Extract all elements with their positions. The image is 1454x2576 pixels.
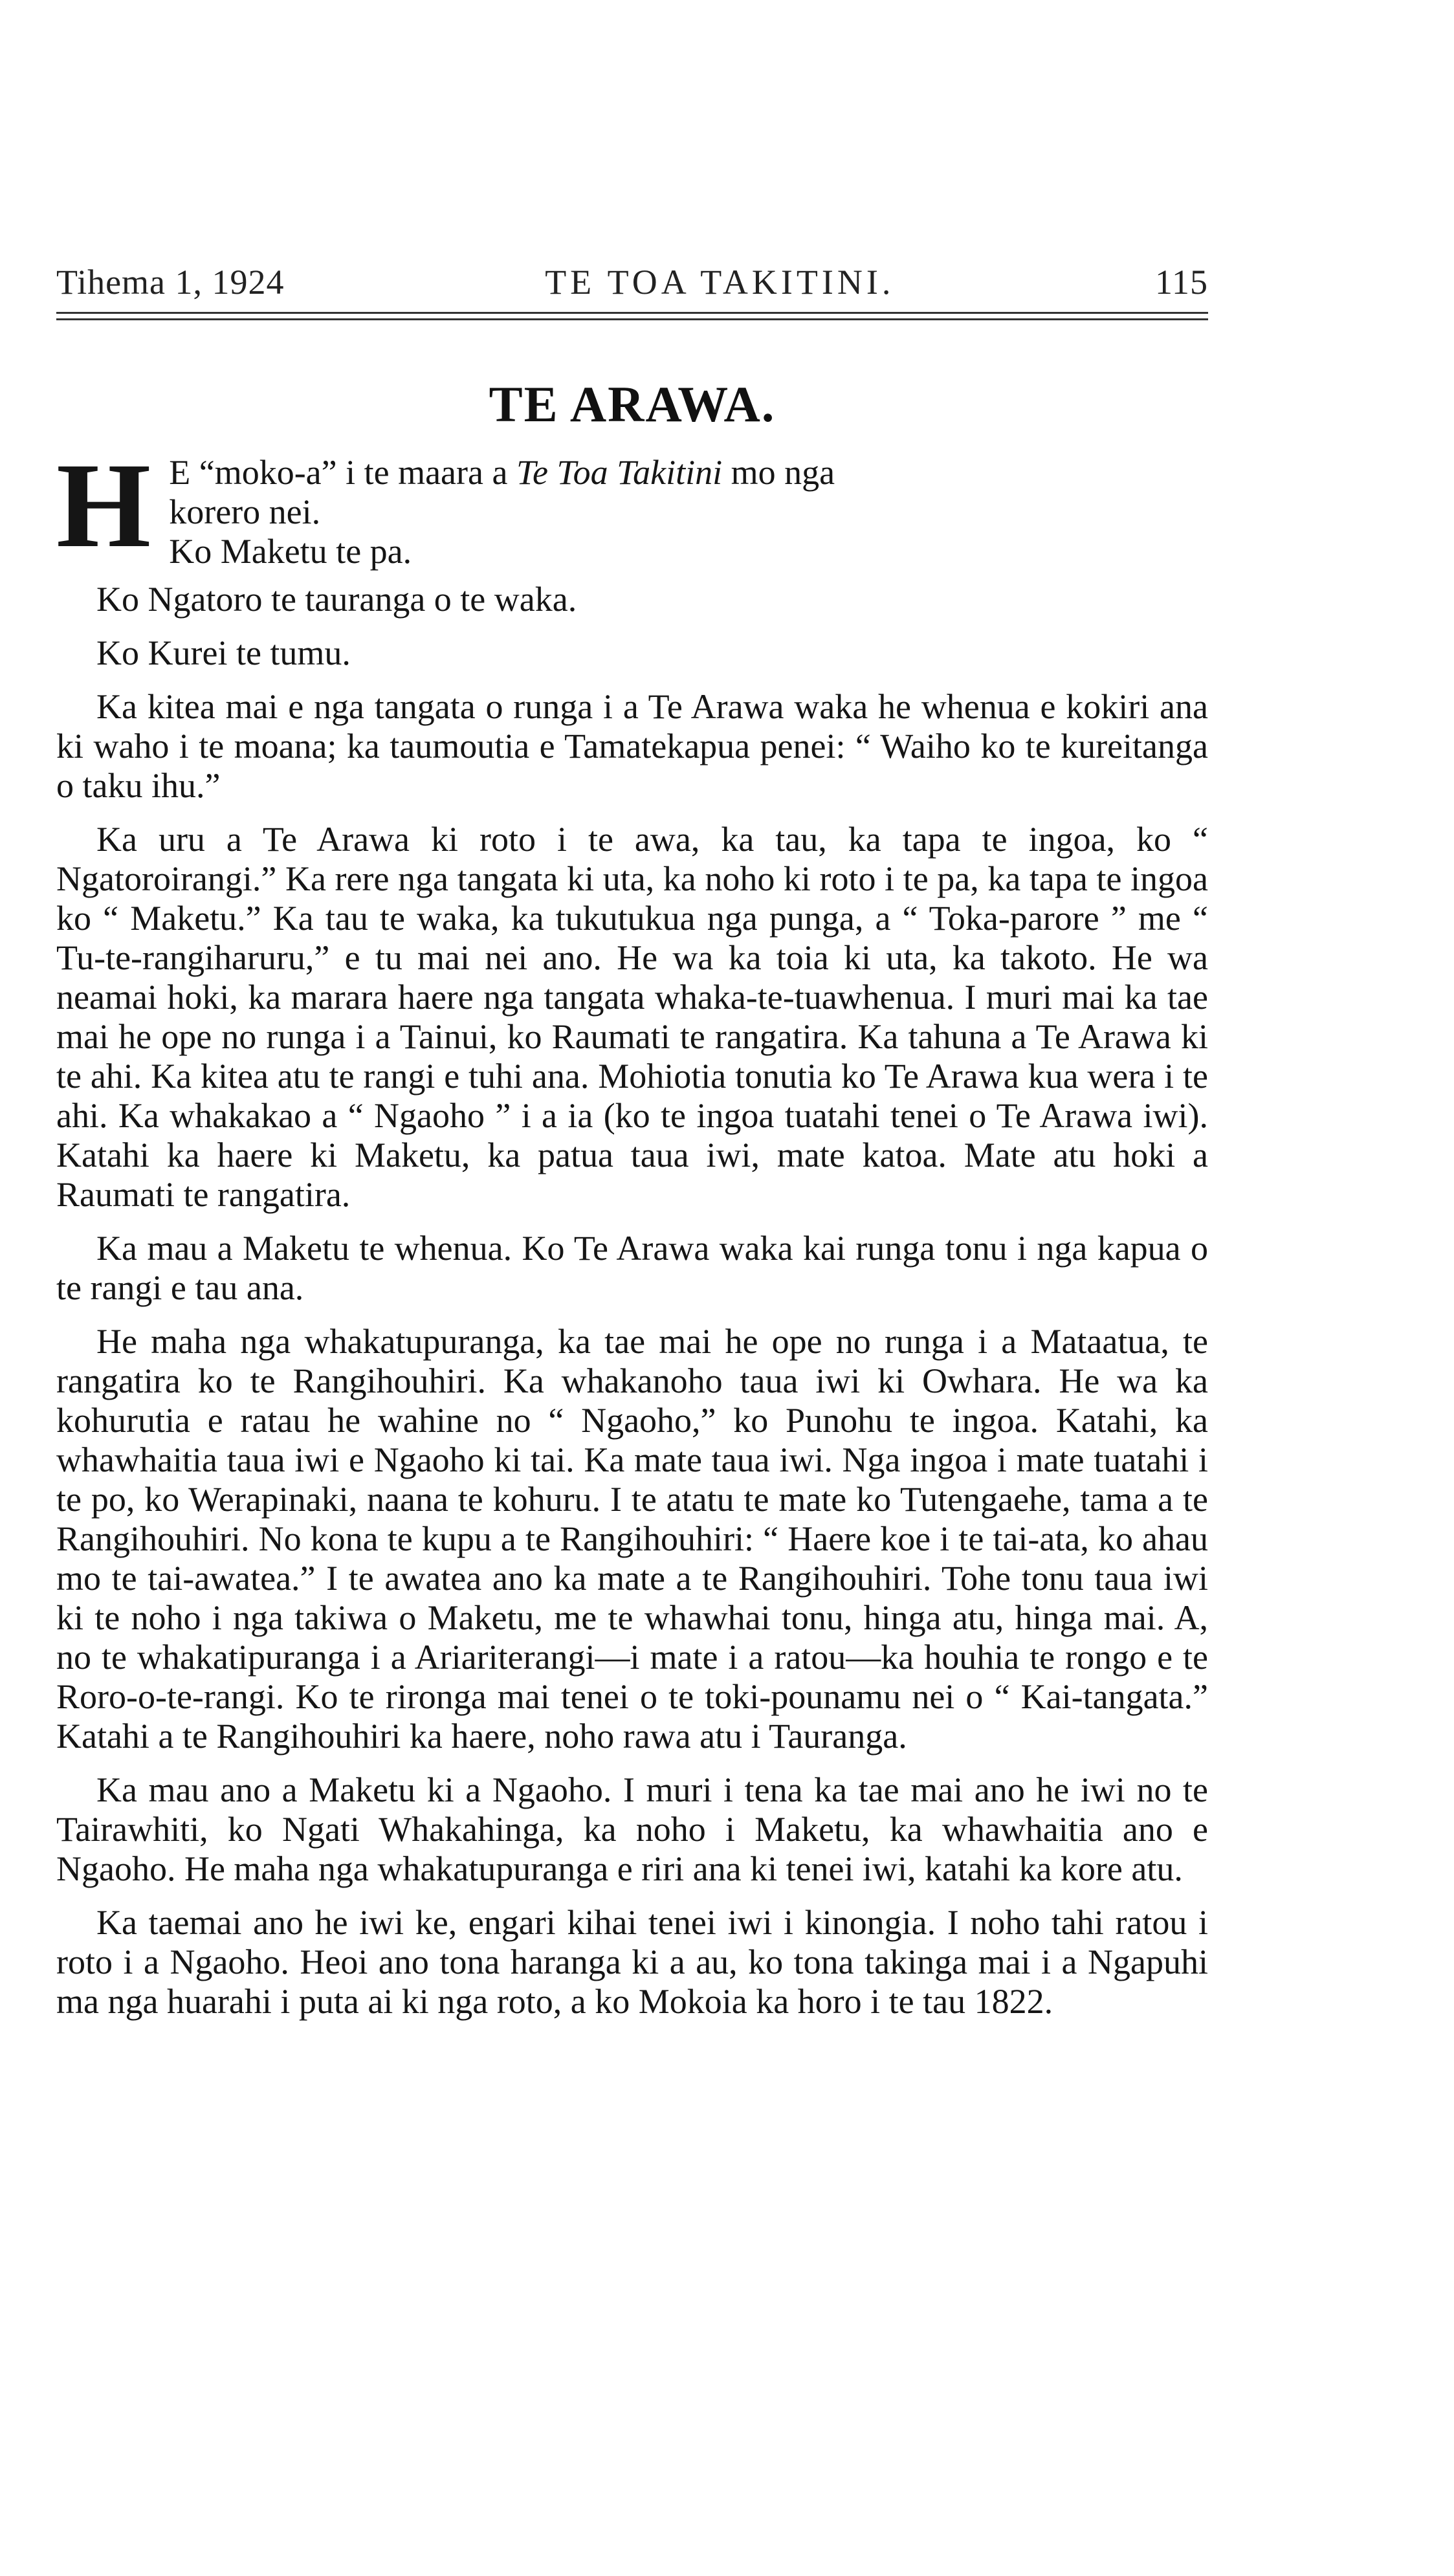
drop-cap: H xyxy=(56,437,151,573)
short-line-2: Ko Kurei te tumu. xyxy=(96,633,351,672)
header-rule-bottom xyxy=(56,318,1208,320)
paragraph-1: Ka kitea mai e nga tangata o runga i a Te Arawa waka he whenua e kokiri ana ki waho i te moana; ka taumoutia e Tamatekapua penei: “ Waiho ko te kureitanga o taku ihu.” xyxy=(56,687,1208,805)
article-body xyxy=(56,437,1208,2036)
intro-line-1 xyxy=(56,453,1208,492)
paragraph-6: Ka taemai ano he iwi ke, engari kihai tenei iwi i kinongia. I noho tahi ratou i roto i a Ngaoho. Heoi ano tona haranga ki a au, ko tona takinga mai i a Ngapuhi ma nga huarahi i puta ai ki nga roto, a ko Mokoia ka horo i te tau 1822. xyxy=(56,1903,1208,2021)
article-title: TE ARAWA. xyxy=(489,376,776,432)
intro-line-1-end: mo nga xyxy=(731,453,835,492)
short-line-1: Ko Ngatoro te tauranga o te waka. xyxy=(96,580,577,619)
header-page-number: 115 xyxy=(1154,263,1208,302)
paragraph-5: Ka mau ano a Maketu ki a Ngaoho. I muri i tena ka tae mai ano he iwi no te Tairawhiti, ko Ngati Whakahinga, ka noho i Maketu, ka whawhaitia ano e Ngaoho. He maha nga whakatupuranga e riri ana ki tenei iwi, katahi ka kore atu. xyxy=(56,1770,1208,1888)
header-journal-title: TE TOA TAKITINI. xyxy=(545,263,895,302)
intro-line-2: korero nei. xyxy=(169,492,321,531)
intro-line-1-start: E “moko-a” i te maara a xyxy=(169,453,508,492)
running-head xyxy=(56,262,1208,307)
intro-journal-name: Te Toa Takitini xyxy=(516,453,723,492)
intro-paragraph xyxy=(56,437,1208,576)
paragraph-4: He maha nga whakatupuranga, ka tae mai he ope no runga i a Mataatua, te rangatira ko te Rangihouhiri. Ka whakanoho taua iwi ki Owhara. He wa ka kohurutia e ratau he wahine no “ Ngaoho,” ko Punohu te ingoa. Katahi, ka whawhaitia taua iwi e Ngaoho ki tai. Ka mate taua iwi. Nga ingoa i mate tuatahi i te po, ko Werapinaki, naana te kohuru. I te atatu te mate ko Tutengaehe, tama a te Rangihouhiri. No kona te kupu a te Rangihouhiri: “ Haere koe i te tai-ata, ko ahau mo te tai-awatea.” I te awatea ano ka mate a te Rangihouhiri. Tohe tonu taua iwi ki te noho i nga takiwa o Maketu, me te whawhai tonu, hinga atu, hinga mai. A, no te whakatipuranga i a Ariariterangi—i mate i a ratou—ka houhia te rongo e te Roro-o-te-rangi. Ko te rironga mai tenei o te toki-pounamu nei o “ Kai-tangata.” Katahi a te Rangihouhiri ka haere, noho rawa atu i Tauranga. xyxy=(56,1322,1208,1756)
header-rule-top xyxy=(56,312,1208,314)
paragraph-3: Ka mau a Maketu te whenua. Ko Te Arawa waka kai runga tonu i nga kapua o te rangi e tau ana. xyxy=(56,1229,1208,1307)
header-date: Tihema 1, 1924 xyxy=(56,263,285,302)
paragraph-2: Ka uru a Te Arawa ki roto i te awa, ka tau, ka tapa te ingoa, ko “ Ngatoroirangi.” Ka rere nga tangata ki uta, ka noho ki roto i te pa, ka tapa te ingoa ko “ Maketu.” Ka tau te waka, ka tukutukua nga punga, a “ Toka-parore ” me “ Tu-te-rangiharuru,” e tu mai nei ano. He wa ka toia ki uta, ka takoto. He wa neamai hoki, ka marara haere nga tangata whaka-te-tuawhenua. I muri mai ka tae mai he ope no runga i a Tainui, ko Raumati te rangatira. Ka tahuna a Te Arawa ki te ahi. Ka kitea atu te rangi e tuhi ana. Mohiotia tonutia ko Te Arawa kua wera i te ahi. Ka whakakao a “ Ngaoho ” i a ia (ko te ingoa tuatahi tenei o Te Arawa iwi). Katahi ka haere ki Maketu, ka patua taua iwi, mate katoa. Mate atu hoki a Raumati te rangatira. xyxy=(56,820,1208,1214)
intro-line-3: Ko Maketu te pa. xyxy=(169,532,412,571)
